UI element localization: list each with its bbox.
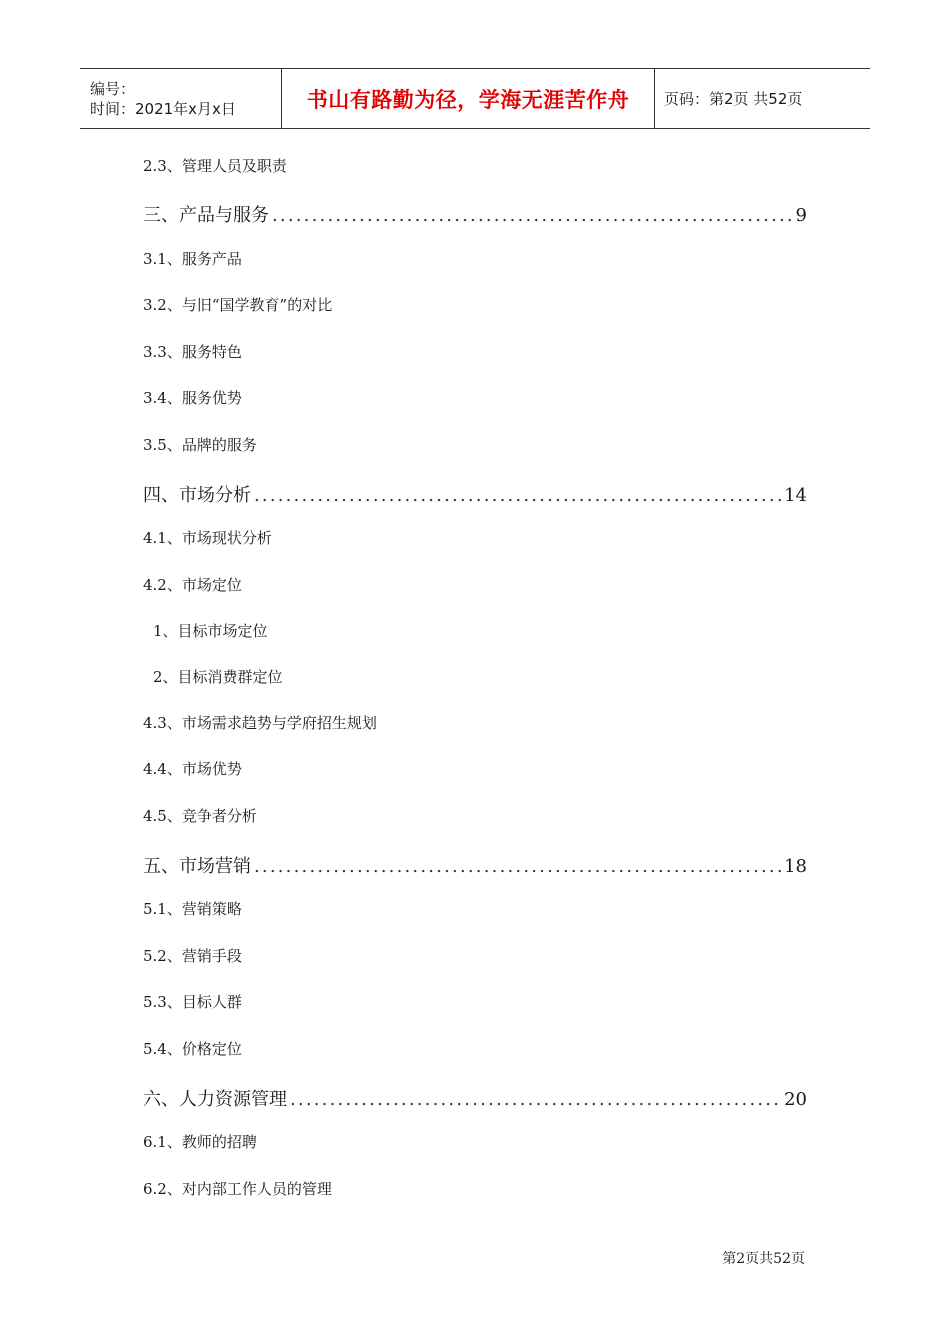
- toc-section-entry[interactable]: [143, 805, 807, 831]
- toc-section-entry[interactable]: [143, 1038, 807, 1064]
- toc-entry-label: 6.2、对内部工作人员的管理: [143, 1180, 332, 1198]
- toc-chapter-entry[interactable]: [143, 481, 807, 509]
- toc-entry-label: 3.2、与旧“国学教育”的对比: [143, 296, 333, 314]
- toc-section-entry[interactable]: [143, 712, 807, 738]
- toc-entry-label: 六、人力资源管理: [143, 1089, 287, 1110]
- toc-entry-label: 6.1、教师的招聘: [143, 1133, 257, 1151]
- toc-section-entry[interactable]: [143, 898, 807, 924]
- toc-entry-label: 4.3、市场需求趋势与学府招生规划: [143, 714, 377, 732]
- time-label: 时间：2021年x月x日: [90, 99, 236, 118]
- toc-page-number: 9: [795, 205, 807, 226]
- toc-entry-label: 5.2、营销手段: [143, 947, 242, 965]
- toc-page-number: 20: [784, 1089, 807, 1110]
- header-meta: [80, 69, 282, 128]
- toc-section-entry[interactable]: [143, 758, 807, 784]
- toc-section-entry[interactable]: [143, 155, 807, 181]
- toc-section-entry[interactable]: [143, 991, 807, 1017]
- toc-leader-dots: [272, 205, 793, 226]
- toc-entry-label: 四、市场分析: [143, 485, 251, 506]
- toc-entry-label: 4.1、市场现状分析: [143, 529, 272, 547]
- toc-entry-label: 1、目标市场定位: [153, 622, 268, 640]
- toc-section-entry[interactable]: [143, 434, 807, 460]
- toc-entry-label: 三、产品与服务: [143, 205, 269, 226]
- toc-section-entry[interactable]: [143, 666, 817, 692]
- toc-section-entry[interactable]: [143, 248, 807, 274]
- toc-section-entry[interactable]: [143, 341, 807, 367]
- toc-chapter-entry[interactable]: [143, 1085, 807, 1113]
- toc-page-number: 18: [784, 856, 807, 877]
- toc-entry-label: 4.2、市场定位: [143, 576, 242, 594]
- toc-section-entry[interactable]: [143, 620, 817, 646]
- header-page-label: 页码：第2页 共52页: [664, 90, 803, 108]
- toc-entry-label: 5.3、目标人群: [143, 993, 242, 1011]
- serial-label: 编号：: [90, 79, 136, 98]
- toc-entry-label: 5.4、价格定位: [143, 1040, 242, 1058]
- header-page-cell: [655, 69, 870, 128]
- toc-section-entry[interactable]: [143, 574, 807, 600]
- toc-section-entry[interactable]: [143, 294, 807, 320]
- toc-entry-label: 3.4、服务优势: [143, 389, 242, 407]
- toc-chapter-entry[interactable]: [143, 201, 807, 229]
- toc-page-number: 14: [784, 485, 807, 506]
- toc-section-entry[interactable]: [143, 527, 807, 553]
- toc-chapter-entry[interactable]: [143, 852, 807, 880]
- toc-entry-label: 5.1、营销策略: [143, 900, 242, 918]
- toc-entry-label: 3.3、服务特色: [143, 343, 242, 361]
- header-motto-cell: [282, 69, 655, 128]
- toc-section-entry[interactable]: [143, 1131, 807, 1157]
- footer-page-number: 第2页共52页: [722, 1251, 805, 1267]
- toc-entry-label: 3.5、品牌的服务: [143, 436, 257, 454]
- toc-section-entry[interactable]: [143, 1178, 807, 1204]
- toc-entry-label: 2、目标消费群定位: [153, 668, 283, 686]
- toc-entry-label: 3.1、服务产品: [143, 250, 242, 268]
- toc-entry-label: 2.3、管理人员及职责: [143, 157, 287, 175]
- toc-leader-dots: [254, 856, 781, 877]
- toc-entry-label: 4.4、市场优势: [143, 760, 242, 778]
- toc-section-entry[interactable]: [143, 387, 807, 413]
- page-header: [80, 68, 870, 129]
- toc-leader-dots: [254, 485, 781, 506]
- toc-entry-label: 五、市场营销: [143, 856, 251, 877]
- toc-section-entry[interactable]: [143, 945, 807, 971]
- toc-entry-label: 4.5、竞争者分析: [143, 807, 257, 825]
- toc-leader-dots: [290, 1089, 781, 1110]
- motto: 书山有路勤为径，学海无涯苦作舟: [306, 87, 630, 112]
